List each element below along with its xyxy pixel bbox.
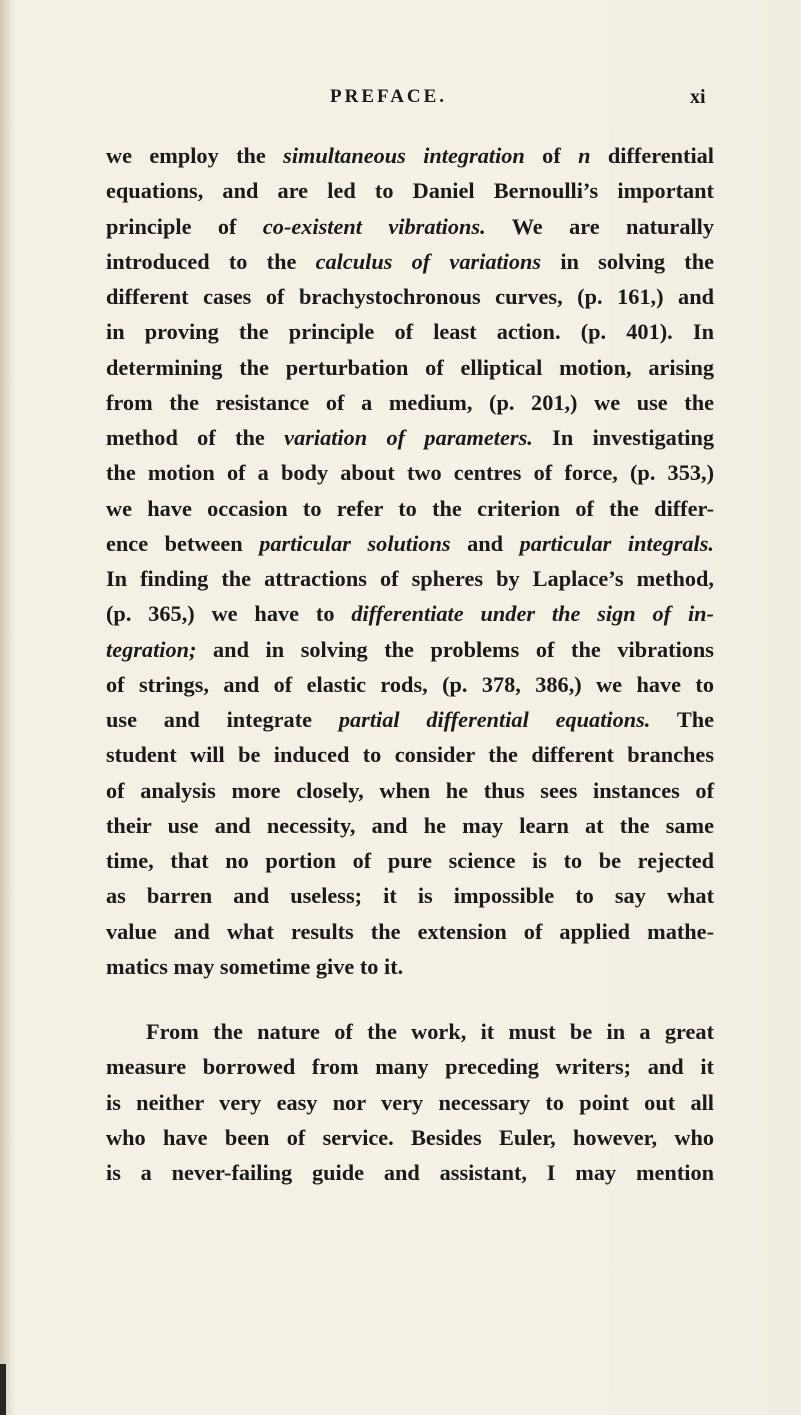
- text-run: ence between: [106, 530, 260, 556]
- text-line: [106, 244, 714, 279]
- text-run: in solving the: [541, 248, 714, 274]
- italic-run: partial differential equations.: [338, 707, 651, 732]
- binding-edge: [0, 1364, 6, 1415]
- italic-run: differentiate under the sign of in-: [351, 601, 714, 627]
- text-run: we employ the: [106, 143, 284, 168]
- paragraph-2: [106, 1014, 714, 1190]
- text-line: measure borrowed from many preceding writers; and it: [106, 1054, 714, 1080]
- text-run: introduced to the: [106, 248, 316, 274]
- text-line: student will be induced to consider the different branches: [106, 742, 714, 768]
- italic-run: variation of parameters.: [284, 425, 533, 450]
- text-line: time, that no portion of pure science is to be rejected: [106, 848, 714, 873]
- text-run: principle of: [106, 213, 263, 239]
- text-line: from the resistance of a medium, (p. 201,) we use the: [106, 389, 714, 415]
- text-line: the motion of a body about two centres of force, (p. 353,): [106, 460, 714, 486]
- body-text: [106, 138, 714, 1190]
- page-number: xi: [690, 86, 706, 108]
- text-run: differential: [590, 143, 714, 168]
- italic-run: co-existent vibrations.: [262, 213, 486, 239]
- text-run: We are naturally: [485, 213, 715, 239]
- text-line: [106, 138, 714, 173]
- text-line: [106, 420, 714, 455]
- text-run: use and integrate: [106, 707, 339, 732]
- italic-run: particular solutions: [259, 530, 451, 556]
- text-line: [106, 702, 714, 737]
- italic-run: tegration;: [106, 636, 197, 662]
- running-title: PREFACE.: [330, 86, 448, 107]
- text-line: From the nature of the work, it must be in a great: [146, 1019, 714, 1044]
- italic-run: n: [578, 143, 591, 168]
- text-line: determining the perturbation of elliptical motion, arising: [106, 354, 714, 380]
- text-line: is neither very easy nor very necessary to point out all: [106, 1089, 714, 1115]
- text-line: different cases of brachystochronous curves, (p. 161,) and: [106, 284, 714, 309]
- text-run: (p. 365,) we have to: [106, 601, 352, 627]
- text-line: [106, 209, 714, 244]
- text-line: as barren and useless; it is impossible to say what: [106, 883, 714, 909]
- italic-run: simultaneous integration: [283, 143, 525, 168]
- italic-run: particular integrals.: [519, 530, 714, 556]
- text-line: value and what results the extension of applied mathe-: [106, 918, 714, 944]
- text-run: of: [524, 143, 579, 168]
- text-line: matics may sometime give to it.: [106, 953, 404, 979]
- text-line: who have been of service. Besides Euler, however, who: [106, 1124, 714, 1150]
- paragraph-gap: [106, 984, 714, 1014]
- text-line: their use and necessity, and he may learn at the same: [106, 812, 714, 838]
- text-line: of strings, and of elastic rods, (p. 378, 386,) we have to: [106, 671, 714, 697]
- text-line: [106, 632, 714, 667]
- text-line: equations, and are led to Daniel Bernoulli’s important: [106, 178, 714, 204]
- text-line: we have occasion to refer to the criterion of the differ-: [106, 495, 714, 521]
- running-head: [0, 86, 801, 116]
- text-run: and in solving the problems of the vibrations: [196, 636, 714, 662]
- text-line: [106, 526, 714, 561]
- text-run: The: [650, 707, 714, 732]
- text-line: [106, 596, 714, 631]
- text-run: method of the: [106, 425, 285, 450]
- text-run: and: [450, 530, 520, 556]
- italic-run: calculus of variations: [315, 248, 542, 274]
- text-line: is a never-failing guide and assistant, I may mention: [106, 1160, 714, 1185]
- gutter-shadow: [0, 0, 14, 1415]
- text-run: In investigating: [532, 425, 714, 450]
- text-line: In finding the attractions of spheres by Laplace’s method,: [106, 566, 714, 591]
- paragraph-1: [106, 138, 714, 984]
- text-line: in proving the principle of least action. (p. 401). In: [106, 319, 714, 345]
- text-line: of analysis more closely, when he thus sees instances of: [106, 777, 714, 803]
